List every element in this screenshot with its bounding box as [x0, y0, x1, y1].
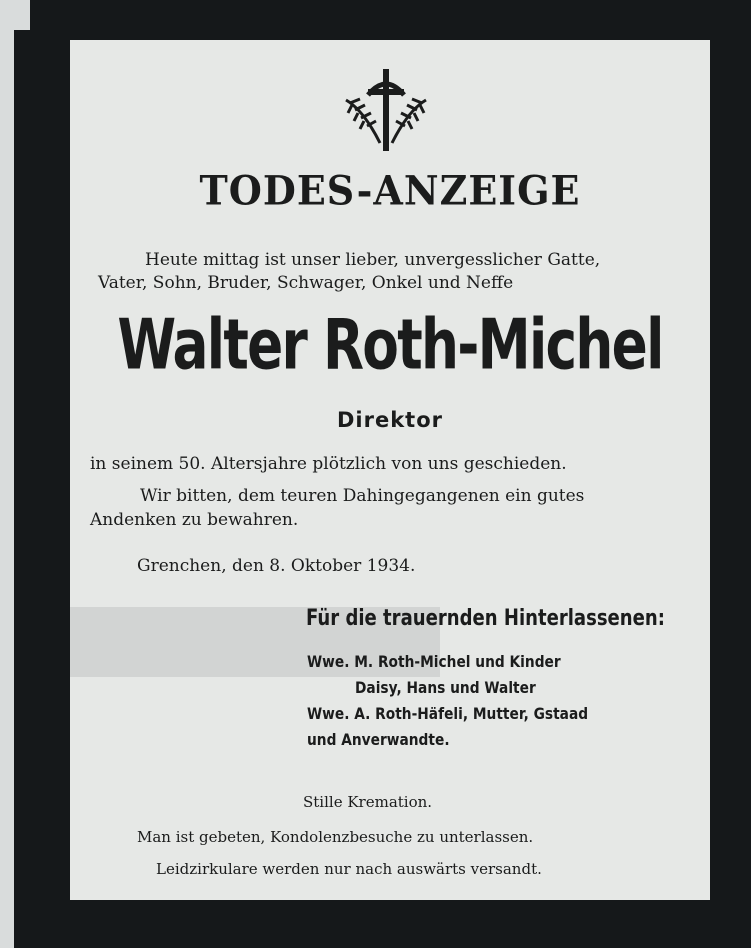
request-line-2: Andenken zu bewahren. [90, 510, 299, 530]
mourning-border-right [705, 30, 751, 910]
deceased-role: Direktor [336, 408, 444, 432]
notice-title: TODES-ANZEIGE [199, 166, 581, 215]
intro-line-1: Heute mittag ist unser lieber, unvergesslicher Gatte, [145, 250, 601, 270]
mourner-line: Wwe. A. Roth-Häfeli, Mutter, Gstaad [307, 704, 589, 723]
mourning-border-top [30, 0, 751, 40]
intro-line-2: Vater, Sohn, Bruder, Schwager, Onkel und Neffe [98, 273, 514, 293]
mourning-border-bottom [14, 898, 751, 948]
death-notice [70, 40, 710, 900]
condolence-note: Man ist gebeten, Kondolenzbesuche zu unterlassen. [137, 828, 534, 846]
cross-with-palm-fronds-icon [338, 65, 434, 155]
request-line-1: Wir bitten, dem teuren Dahingegangenen ein gutes [140, 486, 585, 506]
mourner-line: Daisy, Hans und Walter [355, 678, 536, 697]
cremation-note: Stille Kremation. [303, 793, 433, 811]
circulars-note: Leidzirkulare werden nur nach auswärts versandt. [156, 860, 542, 878]
place-and-date: Grenchen, den 8. Oktober 1934. [137, 556, 416, 576]
mourner-line: Wwe. M. Roth-Michel und Kinder [307, 652, 561, 671]
mourners-heading: Für die trauernden Hinterlassenen: [306, 606, 665, 631]
mourning-border-left [14, 30, 72, 905]
mourner-line: und Anverwandte. [307, 730, 450, 749]
passing-line: in seinem 50. Altersjahre plötzlich von uns geschieden. [90, 454, 567, 474]
deceased-name: Walter Roth-Michel [117, 303, 663, 386]
